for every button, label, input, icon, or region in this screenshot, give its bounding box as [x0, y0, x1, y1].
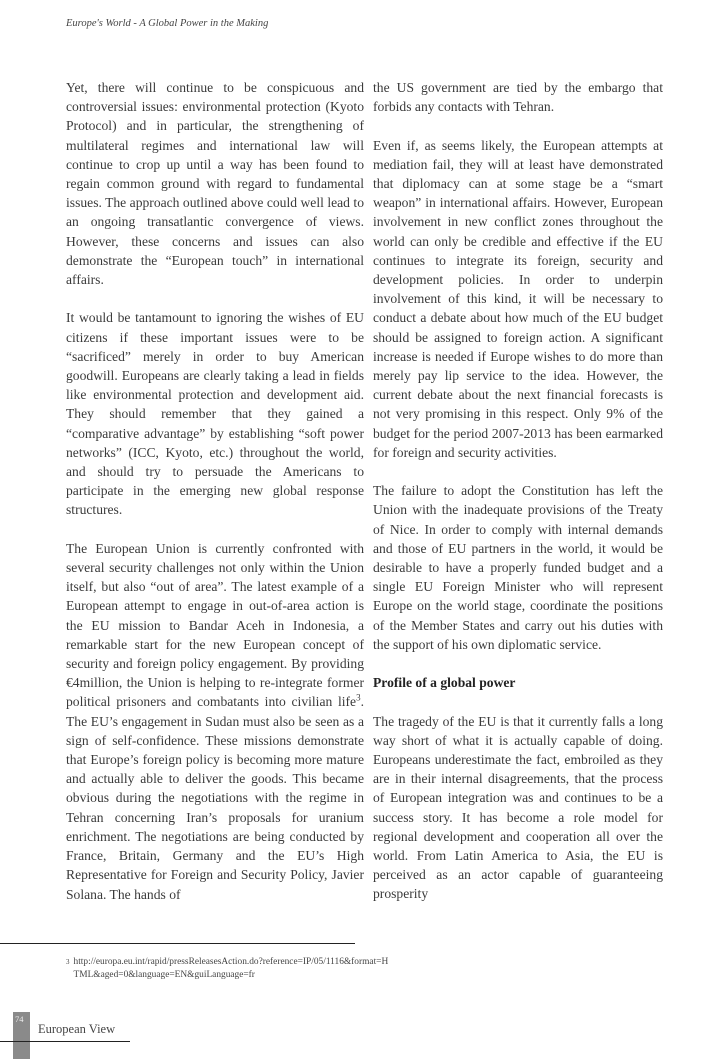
paragraph: The tragedy of the EU is that it currently falls a long way short of what it is actually capable of doing. Europeans underestimate the fact, embroiled as they are in their internal disagreements, that the process of European integration was and continues to be a success story. It has become a role model for regional development and cooperation all over the world. From Latin America to Asia, the EU is perceived as an actor capable of guaranteeing prosperity [373, 713, 663, 902]
right-column [373, 78, 663, 923]
paragraph: the US government are tied by the embargo that forbids any contacts with Tehran. [373, 80, 663, 115]
left-column [66, 78, 364, 923]
paragraph: Yet, there will continue to be conspicuous and controversial issues: environmental protection (Kyoto Protocol) and in particular, the strengthening of multilateral regimes and international law will continue to crop up until a way has been found to regain common ground with regard to fundamental issues. The approach outlined above could well lead to an ongoing transatlantic convergence of views. However, these concerns and issues can also demonstrate the “European touch” in international affairs. [66, 80, 364, 288]
paragraph-text: The European Union is currently confronted with several security challenges not only within the Union itself, but also “out of area”. The latest example of a European attempt to engage in out-of-area action is the EU mission to Bandar Aceh in Indonesia, a remarkable start for the new European concept of security and foreign policy engagement. By providing €4million, the Union is helping to re-integrate former political prisoners and combatants into civilian life [66, 540, 364, 710]
paragraph: The failure to adopt the Constitution has left the Union with the inadequate provisions of the Treaty of Nice. In order to comply with internal demands and those of EU partners in the world, it would be desirable to have a properly funded budget and a single EU Foreign Minister who will represent Europe on the world stage, coordinate the positions of the Member States and carry out his duties with the support of his own diplomatic service. [373, 483, 663, 652]
paragraph-text: . The EU’s engagement in Sudan must also be seen as a sign of self-confidence. These missions demonstrate that Europe’s foreign policy is becoming more mature and actually able to deliver the goods. This became obvious during the negotiations with the regime in Tehran concerning Iran’s proposals for uranium enrichment. The negotiations are being conducted by France, Britain, Germany and the EU’s High Representative for Foreign and Security Policy, Javier Solana. The hands of [66, 694, 364, 902]
footnote [66, 956, 406, 982]
paragraph: It would be tantamount to ignoring the wishes of EU citizens if these important issues were to be “sacrificed” merely in order to buy American goodwill. Europeans are clearly taking a lead in fields like environmental protection and development aid. They should remember that they gained a “comparative advantage” by establishing “soft power networks” (ICC, Kyoto, etc.) throughout the world, and should try to persuade the Americans to participate in the emerging new global response structures. [66, 310, 364, 518]
footnote-divider [0, 943, 355, 944]
section-heading: Profile of a global power [373, 675, 516, 691]
footer-divider [0, 1041, 130, 1042]
footnote-url[interactable]: http://europa.eu.int/rapid/pressReleasesAction.do?reference=IP/05/1116&format=HTML&aged=0&language=EN&guiLanguage=fr [73, 957, 389, 980]
footnote-number: 3 [66, 958, 70, 966]
footnote-reference[interactable]: 3 [356, 692, 361, 703]
page-number: 74 [15, 1014, 24, 1024]
publication-name: European View [38, 1022, 116, 1036]
paragraph: Even if, as seems likely, the European attempts at mediation fail, they will at least have demonstrated that diplomacy can at some stage be a “smart weapon” in international affairs. However, European involvement in new conflict zones throughout the world can only be credible and effective if the EU continues to integrate its foreign, security and development policies. In order to underpin involvement of this kind, it will be necessary to conduct a debate about how much of the EU budget should be assigned to foreign action. A significant increase is needed if Europe wishes to do more than merely pay lip service to the idea. However, the current debate about the next financial forecasts is not very promising in this respect. Only 9% of the budget for the period 2007-2013 has been earmarked for foreign and security activities. [373, 137, 663, 460]
running-header-title: Europe's World - A Global Power in the Making [66, 18, 269, 29]
paragraph [66, 539, 364, 904]
